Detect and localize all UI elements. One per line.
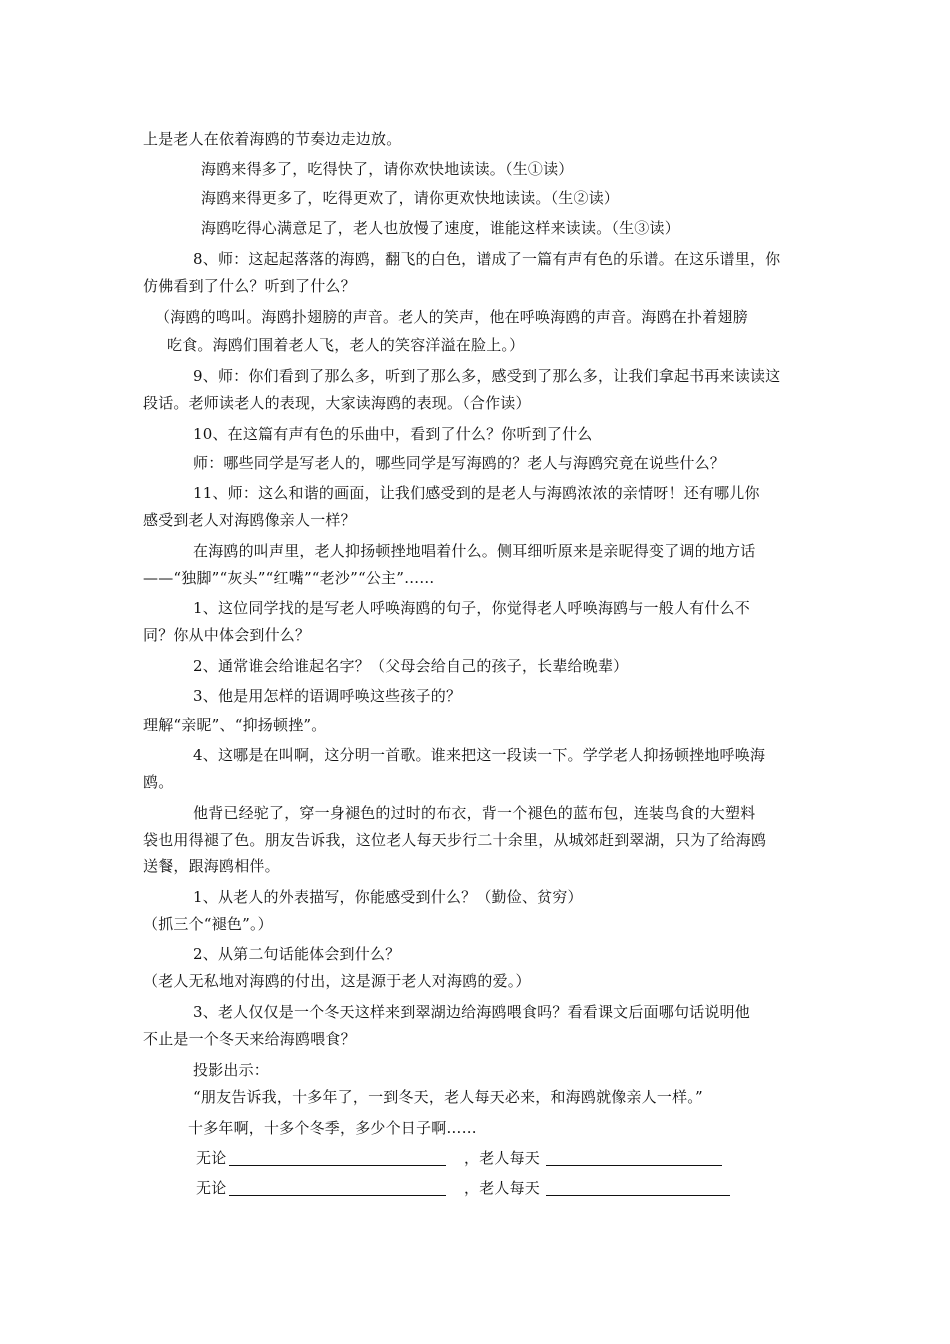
fill-blank-prefix: 无论 — [196, 1149, 227, 1167]
text-line: 3、老人仅仅是一个冬天这样来到翠湖边给海鸥喂食吗？看看课文后面哪句话说明他 — [193, 1003, 750, 1021]
text-line: 袋也用得褪了色。朋友告诉我，这位老人每天步行二十余里，从城郊赶到翠湖，只为了给海鸥 — [143, 831, 767, 849]
text-line: 10、在这篇有声有色的乐曲中，看到了什么？你听到了什么 — [193, 425, 593, 443]
fill-blank-field[interactable] — [546, 1148, 722, 1166]
text-line: 4、这哪是在叫啊，这分明一首歌。谁来把这一段读一下。学学老人抑扬顿挫地呼唤海 — [193, 746, 766, 764]
text-line: 送餐，跟海鸥相伴。 — [143, 857, 280, 875]
text-line: 海鸥吃得心满意足了，老人也放慢了速度，谁能这样来读读。（生③读） — [201, 219, 680, 237]
fill-blank-middle: ，老人每天 — [464, 1149, 541, 1167]
text-line: 理解“亲昵”、“抑扬顿挫”。 — [143, 716, 327, 734]
text-line: 11、师：这么和谐的画面，让我们感受到的是老人与海鸥浓浓的亲情呀！还有哪儿你 — [193, 484, 760, 502]
fill-blank-field[interactable] — [229, 1148, 446, 1166]
text-line: 上是老人在依着海鸥的节奏边走边放。 — [143, 130, 402, 148]
text-line: 海鸥来得多了，吃得快了，请你欢快地读读。（生①读） — [201, 160, 574, 178]
fill-blank-middle: ，老人每天 — [464, 1179, 541, 1197]
text-line: 仿佛看到了什么？听到了什么？ — [143, 277, 356, 295]
fill-blank-field[interactable] — [546, 1178, 730, 1196]
text-line: 不止是一个冬天来给海鸥喂食？ — [143, 1030, 356, 1048]
fill-blank-field[interactable] — [229, 1178, 446, 1196]
text-line: （抓三个“褪色”。） — [143, 915, 273, 933]
text-line: 在海鸥的叫声里，老人抑扬顿挫地唱着什么。侧耳细听原来是亲昵得变了调的地方话 — [193, 542, 756, 560]
text-line: ——“独脚”“灰头”“红嘴”“老沙”“公主”…… — [143, 569, 435, 587]
fill-blank-line-2 — [0, 1178, 950, 1202]
text-line: 2、通常谁会给谁起名字？（父母会给自己的孩子，长辈给晚辈） — [193, 657, 629, 675]
text-line: 同？你从中体会到什么？ — [143, 626, 311, 644]
text-line: 鸥。 — [143, 773, 174, 791]
text-line: 3、他是用怎样的语调呼唤这些孩子的？ — [193, 687, 462, 705]
fill-blank-line-1 — [0, 1148, 950, 1172]
text-line: 海鸥来得更多了，吃得更欢了，请你更欢快地读读。（生②读） — [201, 189, 620, 207]
text-line: 师：哪些同学是写老人的，哪些同学是写海鸥的？老人与海鸥究竟在说些什么？ — [193, 454, 726, 472]
text-line: 9、师：你们看到了那么多，听到了那么多，感受到了那么多，让我们拿起书再来读读这 — [193, 367, 781, 385]
text-line: 1、从老人的外表描写，你能感受到什么？（勤俭、贫穷） — [193, 888, 583, 906]
text-line: （海鸥的鸣叫。海鸥扑翅膀的声音。老人的笑声，他在呼唤海鸥的声音。海鸥在扑着翅膀 — [155, 308, 748, 326]
text-line: “朋友告诉我，十多年了，一到冬天，老人每天必来，和海鸥就像亲人一样。” — [193, 1088, 703, 1106]
text-line: 吃食。海鸥们围着老人飞，老人的笑容洋溢在脸上。） — [167, 336, 525, 354]
fill-blank-prefix: 无论 — [196, 1179, 227, 1197]
text-line: 他背已经驼了，穿一身褪色的过时的布衣，背一个褪色的蓝布包，连装鸟食的大塑料 — [193, 804, 756, 822]
text-line: （老人无私地对海鸥的付出，这是源于老人对海鸥的爱。） — [143, 972, 531, 990]
text-line: 投影出示： — [193, 1061, 270, 1079]
text-line: 8、师：这起起落落的海鸥，翻飞的白色，谱成了一篇有声有色的乐谱。在这乐谱里，你 — [193, 250, 781, 268]
text-line: 2、从第二句话能体会到什么？ — [193, 945, 401, 963]
text-line: 感受到老人对海鸥像亲人一样？ — [143, 511, 356, 529]
text-line: 1、这位同学找的是写老人呼唤海鸥的句子，你觉得老人呼唤海鸥与一般人有什么不 — [193, 599, 750, 617]
text-line: 十多年啊，十多个冬季，多少个日子啊…… — [188, 1119, 477, 1137]
text-line: 段话。老师读老人的表现，大家读海鸥的表现。（合作读） — [143, 394, 531, 412]
